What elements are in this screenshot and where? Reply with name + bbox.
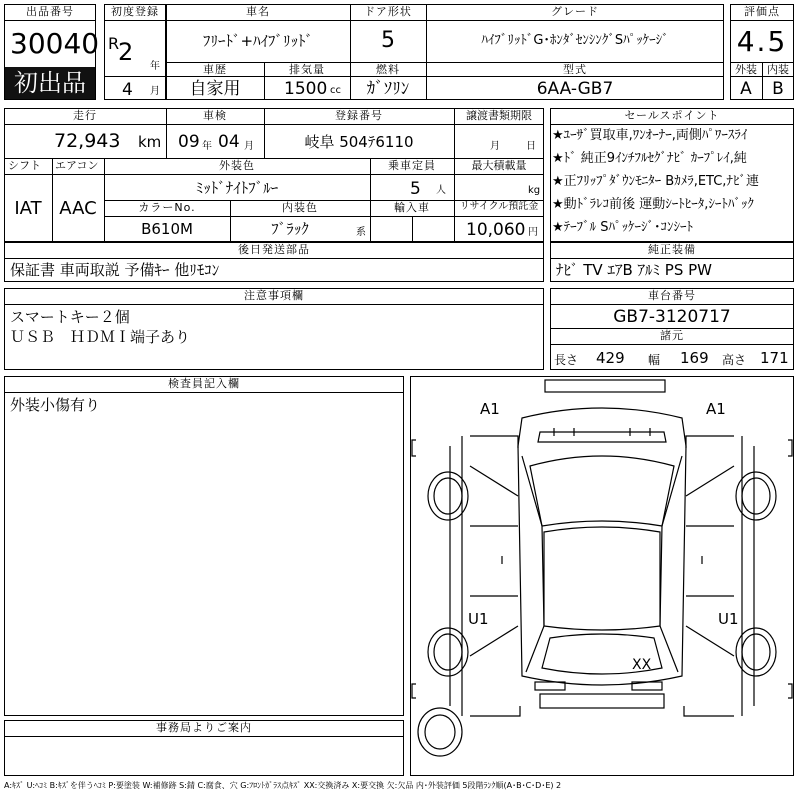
sales-point-line: ★動ﾄﾞﾗﾚｺ前後 運動ｼｰﾄﾋｰﾀ,ｼｰﾄﾊﾞｯｸ (552, 197, 754, 212)
reg-year: 2 (118, 38, 134, 66)
recycle-label: リサイクル預託金 (459, 201, 539, 212)
doc-label: 譲渡書類期限 (466, 109, 532, 122)
notes-line1: スマートキー２個 (10, 308, 130, 326)
interior-grade: B (772, 79, 784, 99)
color-no: B610M (141, 220, 193, 238)
lot-label: 出品番号 (26, 5, 74, 18)
ac-label: エアコン (55, 159, 99, 172)
car-name: ﾌﾘｰﾄﾞ+ﾊｲﾌﾞﾘｯﾄﾞ (202, 32, 314, 50)
mileage-unit: km (138, 133, 162, 151)
height: 171 (760, 349, 789, 367)
accessories-label: 後日発送部品 (238, 243, 310, 256)
capacity: 5 (410, 179, 421, 199)
length-label: 長さ (554, 353, 579, 367)
score-label: 評価点 (744, 5, 780, 18)
chassis-label: 車台番号 (648, 289, 696, 302)
interior-color-label: 内装色 (282, 201, 318, 214)
damage-mark: U1 (718, 610, 739, 628)
interior-color-unit: 系 (356, 227, 366, 238)
color-no-label: カラーNo. (138, 201, 196, 214)
damage-mark: XX (632, 657, 652, 673)
inspection-label: 車検 (203, 109, 227, 122)
fuel: ｶﾞｿﾘﾝ (366, 79, 410, 99)
mileage-label: 走行 (73, 109, 97, 122)
import-label: 輸入車 (394, 201, 430, 214)
accessories-text: 保証書 車両取説 予備ｷｰ 他ﾘﾓｺﾝ (10, 261, 220, 279)
doc-day-unit: 日 (526, 141, 536, 152)
legend: A:ｷｽﾞ U:ﾍｺﾐ B:ｷｽﾞを伴うﾍｺﾐ P:要塗装 W:補修跡 S:錆 C:腐食、穴 G:ﾌﾛﾝﾄｶﾞﾗｽ点ｷｽﾞ XX:交換済み X:要交換 欠:欠品 内･外装評価 5段階ﾗﾝｸ順(A･B･C･D･E) 2 (4, 781, 562, 790)
registration-label: 初度登録 (111, 5, 159, 18)
doors: 5 (381, 28, 395, 53)
exterior-grade: A (740, 79, 752, 99)
car-name-label: 車名 (246, 5, 270, 18)
grade-label: グレード (551, 5, 599, 18)
first-listing-badge: 初出品 (5, 67, 95, 99)
sales-point-line: ★ﾃｰﾌﾞﾙ Sﾊﾟｯｹｰｼﾞ･ｺﾝｼｰﾄ (552, 220, 694, 235)
interior-color: ﾌﾞﾗｯｸ (271, 220, 309, 238)
reg-month-unit: 月 (150, 86, 160, 97)
fuel-label: 燃料 (376, 63, 400, 76)
exterior-label: 外装 (735, 63, 757, 76)
grade: ﾊｲﾌﾞﾘｯﾄﾞG･ﾎﾝﾀﾞｾﾝｼﾝｸﾞSﾊﾟｯｹｰｼﾞ (481, 33, 669, 48)
displacement-label: 排気量 (289, 63, 325, 76)
sales-point-line: ★正ﾌﾘｯﾌﾟﾀﾞｳﾝﾓﾆﾀｰ Bｶﾒﾗ,ETC,ﾅﾋﾞ連 (552, 174, 759, 189)
color: ﾐｯﾄﾞﾅｲﾄﾌﾞﾙｰ (195, 179, 279, 197)
load-unit: kg (528, 185, 541, 196)
model-label: 型式 (563, 63, 587, 76)
score: 4.5 (736, 25, 788, 58)
recycle-unit: 円 (528, 227, 538, 238)
width-label: 幅 (648, 353, 661, 367)
model: 6AA-GB7 (536, 79, 614, 99)
load-label: 最大積載量 (471, 159, 527, 172)
era: R (108, 34, 120, 53)
reg-year-unit: 年 (150, 61, 160, 72)
displacement-unit: cc (330, 85, 341, 96)
sales-points-label: セールスポイント (624, 109, 720, 122)
damage-mark: U1 (468, 610, 489, 628)
damage-mark: A1 (706, 400, 726, 418)
dims-label: 諸元 (660, 329, 684, 342)
ac: AAC (59, 198, 97, 219)
reg-month: 4 (122, 80, 133, 100)
mileage: 72,943 (54, 130, 121, 152)
inspector-text: 外装小傷有り (10, 396, 101, 414)
sales-point-line: ★ﾄﾞ 純正9ｲﾝﾁﾌﾙｾｸﾞﾅﾋﾞ ｶｰﾌﾟﾚｲ,純 (552, 151, 747, 166)
history: 自家用 (189, 79, 241, 99)
equipment-label: 純正装備 (648, 243, 696, 256)
capacity-unit: 人 (436, 185, 446, 196)
interior-label: 内装 (767, 63, 789, 76)
inspector-label: 検査員記入欄 (168, 377, 240, 390)
notes-label: 注意事項欄 (244, 289, 304, 302)
capacity-label: 乗車定員 (388, 159, 436, 172)
insp-year: 09 (178, 132, 200, 152)
insp-month: 04 (218, 132, 240, 152)
insp-month-unit: 月 (244, 141, 254, 152)
lot-number: 30040 (10, 27, 100, 60)
doc-month-unit: 月 (490, 141, 500, 152)
history-label: 車歴 (203, 63, 227, 76)
shift: IAT (14, 198, 42, 219)
insp-year-unit: 年 (202, 141, 212, 152)
plate-label: 登録番号 (335, 109, 383, 122)
chassis-number: GB7-3120717 (613, 307, 731, 327)
height-label: 高さ (722, 353, 747, 367)
displacement: 1500 (284, 79, 328, 99)
inspector-box (4, 376, 404, 716)
sales-point-line: ★ﾕｰｻﾞ買取車,ﾜﾝｵｰﾅｰ,両側ﾊﾟﾜｰｽﾗｲ (552, 128, 748, 143)
length: 429 (596, 349, 625, 367)
office-label: 事務局よりご案内 (156, 721, 252, 734)
plate: 岐阜 504ﾃ6110 (304, 133, 414, 151)
door-label: ドア形状 (364, 5, 412, 18)
damage-mark: A1 (480, 400, 500, 418)
width: 169 (680, 349, 709, 367)
color-label: 外装色 (219, 159, 255, 172)
car-diagram (410, 376, 794, 776)
equipment-text: ﾅﾋﾞ TV ｴｱB ｱﾙﾐ PS PW (556, 261, 712, 279)
recycle: 10,060 (466, 220, 526, 240)
notes-line2: ＵＳＢ ＨＤＭＩ端子あり (10, 328, 191, 346)
shift-label: シフト (8, 159, 41, 172)
